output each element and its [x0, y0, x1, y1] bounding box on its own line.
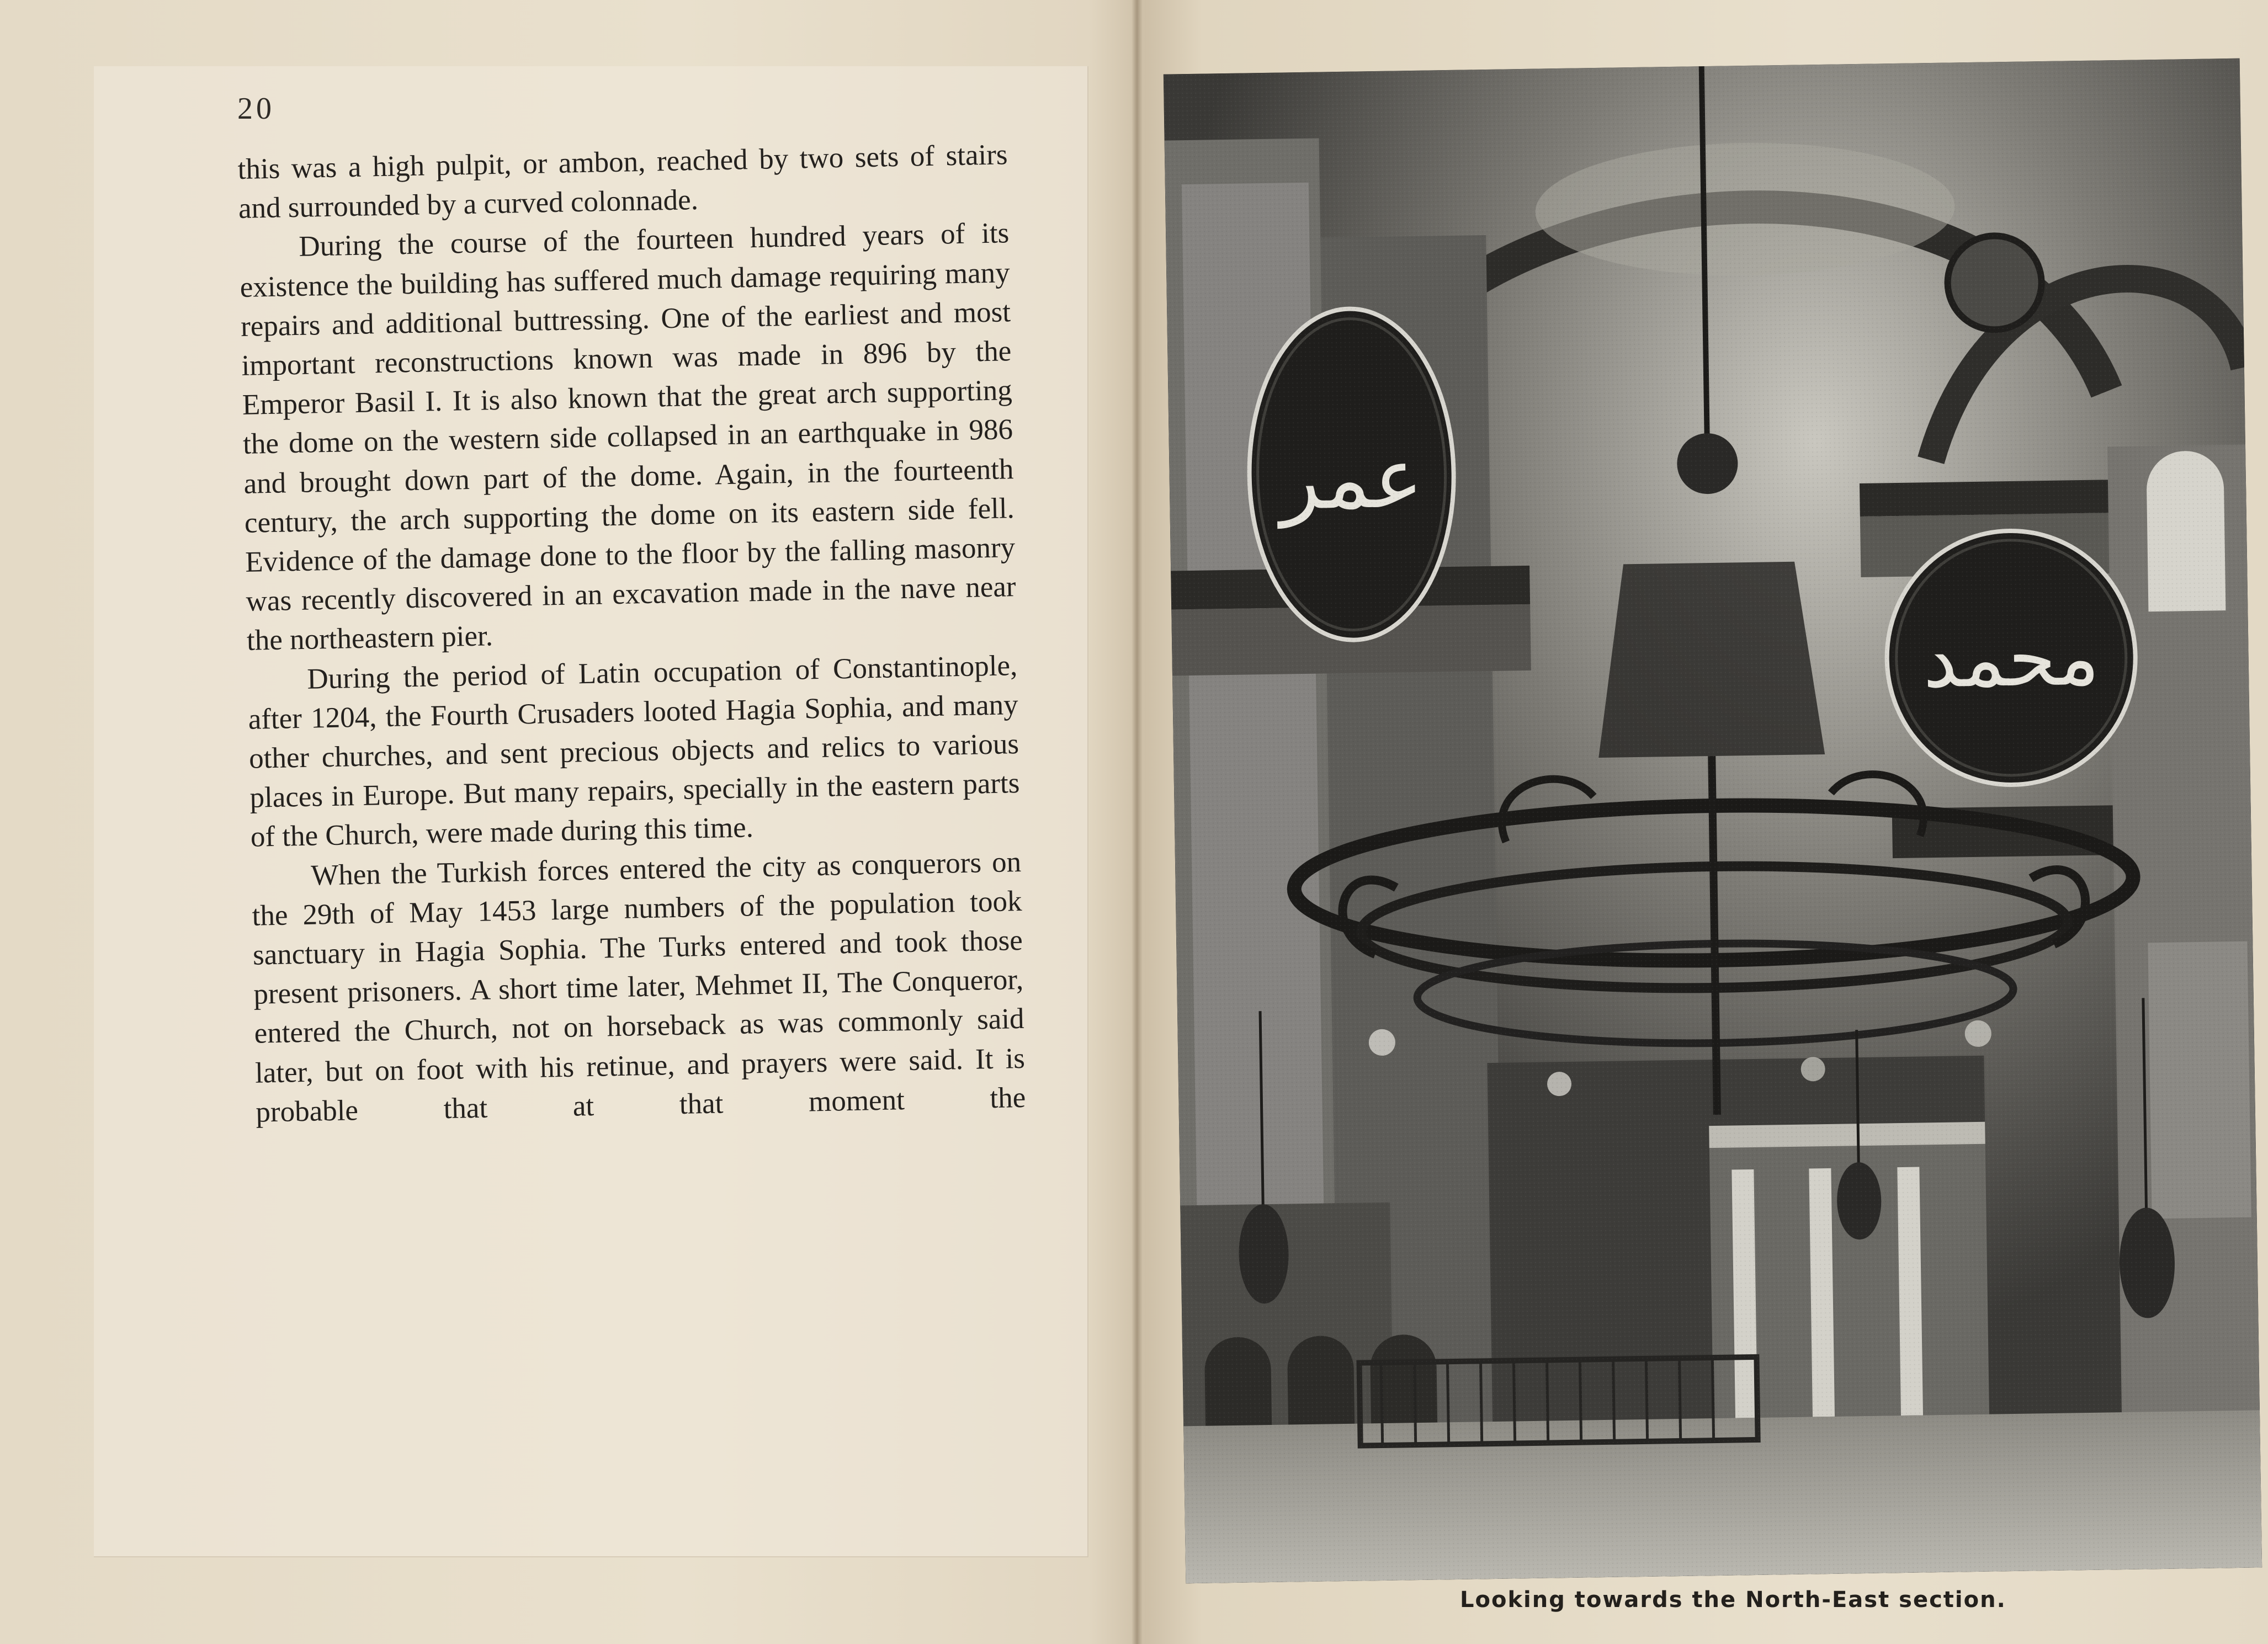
photo-illustration	[1164, 58, 2262, 1584]
paragraph-3: During the period of Latin occupation of Constantinople, after 1204, the Fourth Crusaders looted Hagia Sophia, and many other churches, and sent precious objects and relics to various places in Europe. But many repairs, specially in the eastern parts of the Church, were made during this time.	[248, 649, 1020, 854]
right-page	[1143, 0, 2268, 1644]
paragraph-1: this was a high pulpit, or ambon, reached by two sets of stairs and surrounded by a curved colonnade.	[237, 139, 1008, 225]
paragraph-2: During the course of the fourteen hundred years of its existence the building has suffered much damage requiring many repairs and additional buttressing. One of the earliest and most important reconstructions known was made in 896 by the Emperor Basil I. It is also known that the great arch supporting the dome on the western side collapsed in an earthquake in 986 and brought down part of the dome. Again, in the fourteenth century, the arch supporting the dome on its eastern side fell. Evidence of the damage done to the floor by the falling masonry was recently discovered in an excavation made in the nave near the northeastern pier.	[240, 217, 1017, 657]
paragraph-4: When the Turkish forces entered the city as conquerors on the 29th of May 1453 large numbers of the population took sanctuary in Hagia Sophia. The Turks entered and took those present prisoners. A short time later, Mehmet II, The Conqueror, entered the Church, not on horseback as was commonly said later, but on foot with his retinue, and prayers were said. It is probable that at that moment the	[252, 845, 1026, 1129]
photo-caption: Looking towards the North-East section.	[1460, 1587, 2006, 1613]
page-number: 20	[237, 92, 275, 126]
body-text	[237, 135, 1026, 1132]
interior-photograph	[1164, 58, 2262, 1584]
